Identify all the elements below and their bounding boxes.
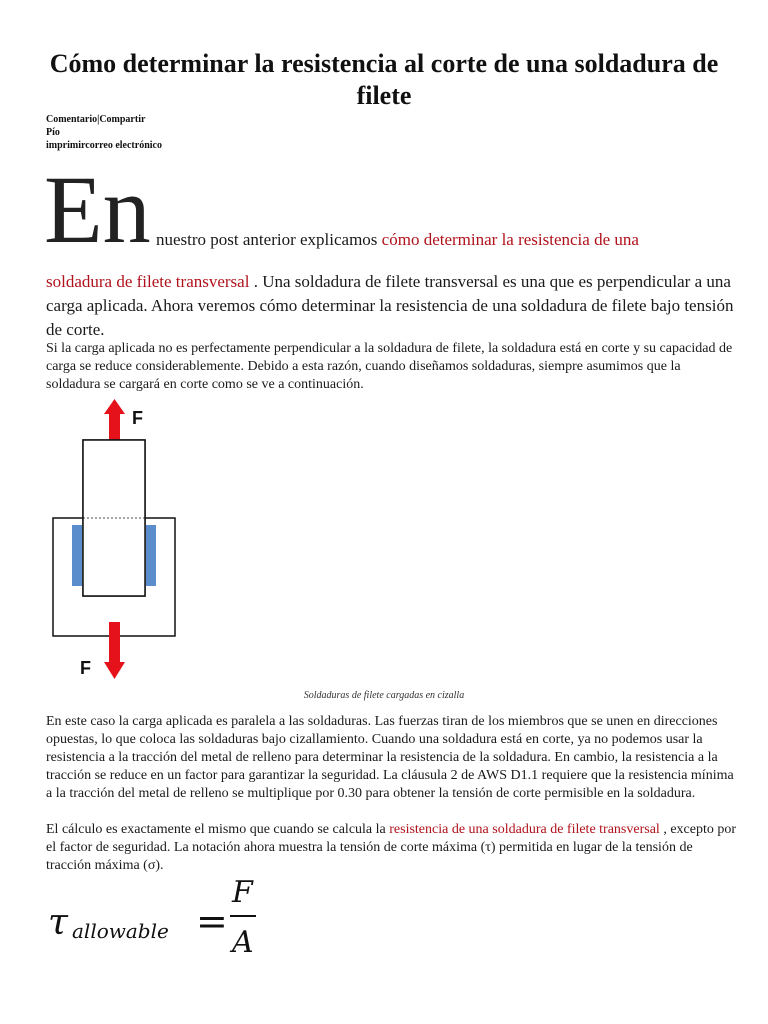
lead-text: nuestro post anterior explicamos xyxy=(156,230,382,249)
paragraph-calculation xyxy=(46,821,736,875)
force-label-top: F xyxy=(132,408,143,428)
print-email-link[interactable]: imprimircorreo electrónico xyxy=(46,140,162,151)
lead-link-continued[interactable]: soldadura de filete transversal xyxy=(46,272,250,291)
formula-subscript: allowable xyxy=(72,919,169,943)
meta-separator: | xyxy=(97,114,100,125)
arrow-down-icon xyxy=(104,622,125,679)
calc-text-a: El cálculo es exactamente el mismo que cuando se calcula la xyxy=(46,822,390,837)
allowable-shear-formula xyxy=(46,872,286,962)
weld-left xyxy=(72,525,82,586)
lead-link[interactable]: cómo determinar la resistencia de una xyxy=(381,230,639,249)
equals-sign: = xyxy=(196,899,228,943)
comment-link[interactable]: Comentario xyxy=(46,114,98,125)
tau-symbol: τ xyxy=(48,902,68,943)
article-title: Cómo determinar la resistencia al corte de una soldadura de filete xyxy=(49,49,719,110)
lead-paragraph-first-line xyxy=(156,229,639,251)
formula-numerator: F xyxy=(232,875,253,910)
drop-cap: En xyxy=(44,156,151,263)
fillet-weld-shear-diagram xyxy=(48,396,228,686)
formula-denominator: A xyxy=(232,925,254,960)
figure-caption: Soldaduras de filete cargadas en cizalla xyxy=(303,690,465,701)
lead-paragraph xyxy=(46,270,736,342)
share-link[interactable]: Compartir xyxy=(99,114,146,125)
calc-text-b: , excepto por el factor de seguridad. La notación ahora muestra la tensión de corte máxima (τ) permitida en lugar de la tensión de tracción máxima (σ). xyxy=(46,822,737,873)
force-label-bottom: F xyxy=(80,658,91,678)
transverse-weld-link[interactable]: resistencia de una soldadura de filete transversal xyxy=(389,822,660,837)
paragraph-shear-intro: Si la carga aplicada no es perfectamente perpendicular a la soldadura de filete, la soldadura está en corte y su capacidad de carga se reduce considerablemente. Debido a esta razón, cuando diseñamos soldaduras, siempre asumimos que la soldadura se cargará en corte como se ve a continuación. xyxy=(46,341,733,392)
tweet-link[interactable]: Pío xyxy=(46,127,60,138)
article-meta xyxy=(46,113,162,152)
weld-right xyxy=(146,525,156,586)
paragraph-shear-detail: En este caso la carga aplicada es paralela a las soldaduras. Las fuerzas tiran de los miembros que se unen en direcciones opuestas, lo que coloca las soldaduras bajo cizallamiento. Cuando una soldadura está en corte, ya no podemos usar la resistencia a la tracción del metal de relleno para determinar la resistencia de la soldadura. En cambio, la resistencia a la tracción se reduce en un factor para garantizar la seguridad. La cláusula 2 de AWS D1.1 requiere que la resistencia mínima a la tracción del metal de relleno se multiplique por 0.30 para obtener la tensión de corte permisible en la soldadura. xyxy=(46,714,734,801)
lead-rest-text: . Una soldadura de filete transversal es una que es perpendicular a una carga aplicada. Ahora veremos cómo determinar la resistencia de una soldadura de filete bajo tensión de corte. xyxy=(46,272,734,339)
